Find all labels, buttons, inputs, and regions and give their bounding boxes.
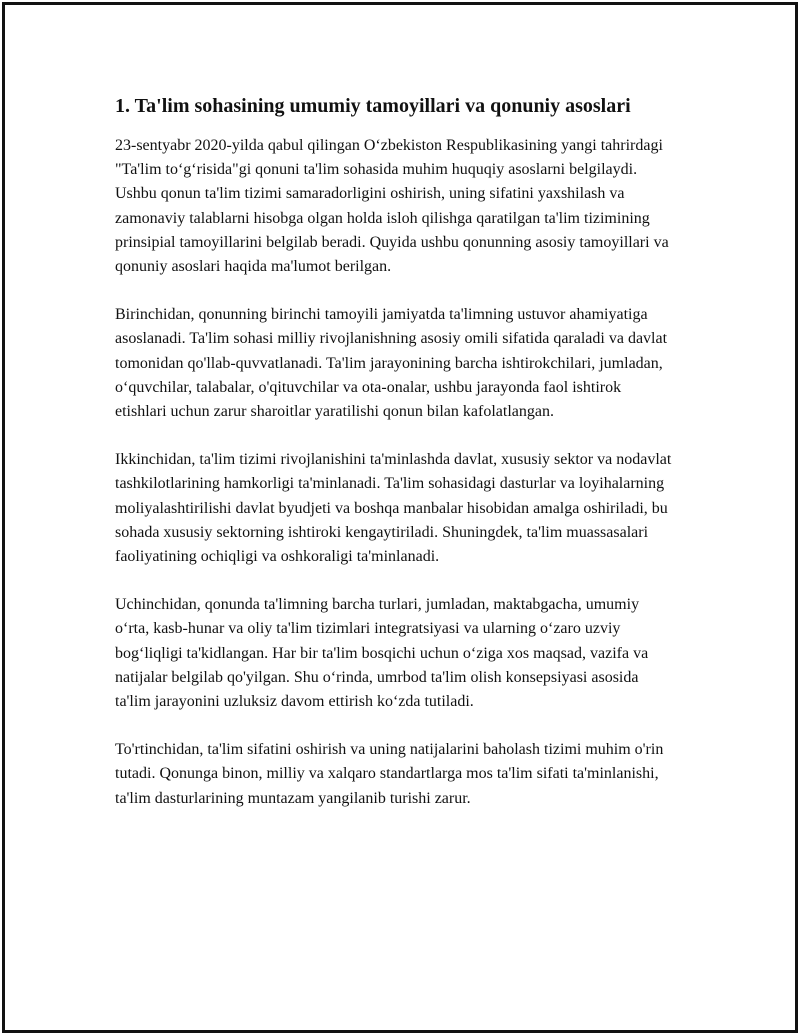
paragraph-intro: 23-sentyabr 2020-yilda qabul qilingan O‘zbekiston Respublikasining yangi tahrirdagi "Ta'lim to‘g‘risida"gi qonuni ta'lim sohasida muhim huquqiy asoslarni belgilaydi. Ushbu qonun ta'lim tizimi samaradorligini oshirish, uning sifatini yaxshilash va zamonaviy talablarni hisobga olgan holda isloh qilishga qaratilgan ta'lim tizimining prinsipial tamoyillarini belgilab beradi. Quyida ushbu qonunning asosiy tamoyillari va qonuniy asoslari haqida ma'lumot berilgan. — [115, 137, 669, 276]
section-heading: 1. Ta'lim sohasining umumiy tamoyillari va qonuniy asoslari — [115, 95, 631, 117]
paragraph-second-principle: Ikkinchidan, ta'lim tizimi rivojlanishini ta'minlashda davlat, xususiy sektor va nodavlat tashkilotlarining hamkorligi ta'minlanadi. Ta'lim sohasidagi dasturlar va loyihalarning moliyalashtirilishi davlat byudjeti va boshqa manbalar hisobidan amalga oshiriladi, bu sohada xususiy sektorning ishtiroki kengaytiriladi. Shuningdek, ta'lim muassasalari faoliyatining ochiqligi va oshkoraligi ta'minlanadi. — [115, 451, 672, 566]
paragraph-third-principle: Uchinchidan, qonunda ta'limning barcha turlari, jumladan, maktabgacha, umumiy o‘rta, kasb-hunar va oliy ta'lim tizimlari integratsiyasi va ularning o‘zaro uzviy bog‘liqligi ta'kidlangan. Har bir ta'lim bosqichi uchun o‘ziga xos maqsad, vazifa va natijalar belgilab qo'yilgan. Shu o‘rinda, umrbod ta'lim olish konsepsiyasi asosida ta'lim jarayonini uzluksiz davom ettirish ko‘zda tutiladi. — [115, 596, 649, 711]
document-body — [115, 92, 675, 835]
paragraph-first-principle: Birinchidan, qonunning birinchi tamoyili jamiyatda ta'limning ustuvor ahamiyatiga asoslanadi. Ta'lim sohasi milliy rivojlanishning asosiy omili sifatida qaraladi va davlat tomonidan qo'llab-quvvatlanadi. Ta'lim jarayonining barcha ishtirokchilari, jumladan, o‘quvchilar, talabalar, o'qituvchilar va ota-onalar, ushbu jarayonda faol ishtirok etishlari uchun zarur sharoitlar yaratilishi qonun bilan kafolatlangan. — [115, 306, 668, 421]
paragraph-fourth-principle: To'rtinchidan, ta'lim sifatini oshirish va uning natijalarini baholash tizimi muhim o'rin tutadi. Qonunga binon, milliy va xalqaro standartlarga mos ta'lim sifati ta'minlanishi, ta'lim dasturlarining muntazam yangilanib turishi zarur. — [115, 741, 664, 807]
